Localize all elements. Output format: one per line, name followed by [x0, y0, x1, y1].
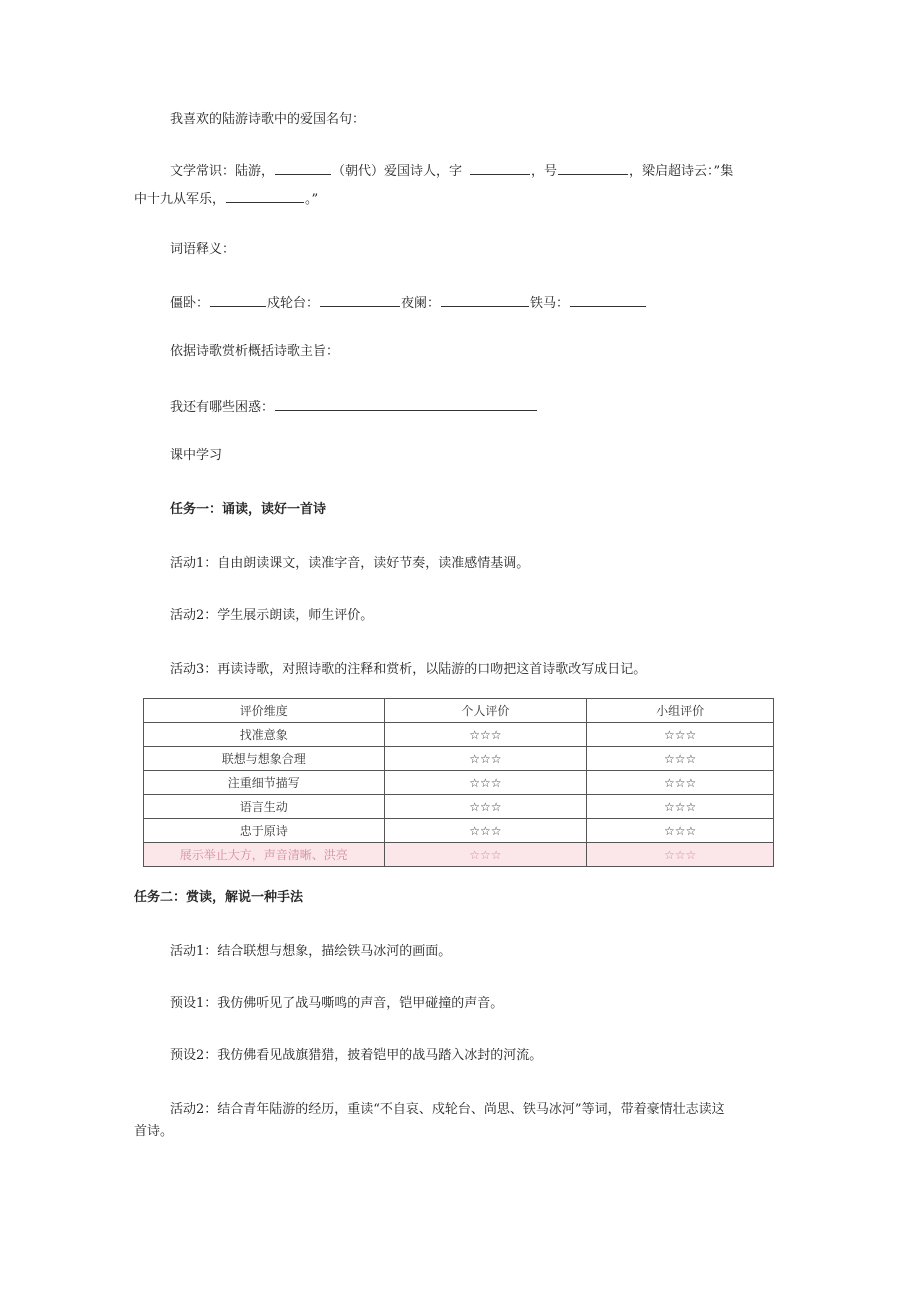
liang-text: ，梁启超诗云：”集: [629, 164, 734, 179]
class-study-heading: 课中学习: [170, 448, 223, 463]
task2-activity2-line2: 首诗。: [134, 1124, 174, 1139]
zi-blank: [470, 160, 530, 175]
vocab-line: [170, 292, 647, 314]
evaluation-table: [143, 698, 774, 867]
vocab-blank-3: [441, 292, 529, 307]
task1-activity1: 活动1：自由朗读课文，读准字音，读好节奏，读准感情基调。: [170, 556, 530, 571]
poem-quote-start: 中十九从军乐，: [134, 192, 226, 207]
vocab-word-1: 僵卧：: [170, 296, 210, 311]
dynasty-blank: [275, 160, 331, 175]
table-header-row: [144, 699, 774, 723]
group-rating-stars[interactable]: ☆☆☆: [587, 795, 774, 819]
header-group-eval: 小组评价: [587, 699, 774, 723]
vocab-blank-4: [570, 292, 646, 307]
table-row-highlighted: [144, 843, 774, 867]
task1-title: 任务一：诵读，读好一首诗: [170, 502, 327, 517]
vocab-word-3: 夜阑：: [401, 296, 441, 311]
row-dimension: 找准意象: [144, 723, 385, 747]
task2-preset1: 预设1：我仿佛听见了战马嘶鸣的声音，铠甲碰撞的声音。: [170, 996, 504, 1011]
self-rating-stars[interactable]: ☆☆☆: [384, 747, 587, 771]
table-row: [144, 747, 774, 771]
table-row: [144, 819, 774, 843]
confusion-blank: [275, 396, 537, 411]
row-dimension: 语言生动: [144, 795, 385, 819]
self-rating-stars[interactable]: ☆☆☆: [384, 819, 587, 843]
hao-blank: [558, 160, 628, 175]
row-dimension: 展示举止大方，声音清晰、洪亮: [144, 843, 385, 867]
literary-knowledge-line2: [134, 188, 318, 210]
confusion-prompt: 我还有哪些困惑：: [170, 400, 275, 415]
vocab-blank-1: [210, 292, 266, 307]
group-rating-stars[interactable]: ☆☆☆: [587, 771, 774, 795]
task2-preset2: 预设2：我仿佛看见战旗猎猎，披着铠甲的战马踏入冰封的河流。: [170, 1048, 543, 1063]
group-rating-stars[interactable]: ☆☆☆: [587, 843, 774, 867]
hao-text: ，号: [531, 164, 558, 179]
task2-activity2-line1: 活动2：结合青年陆游的经历，重读“不自哀、戍轮台、尚思、铁马冰河”等词，带着豪情壮志读这: [170, 1102, 725, 1117]
literary-knowledge-line1: [170, 160, 733, 182]
row-dimension: 联想与想象合理: [144, 747, 385, 771]
header-dimension: 评价维度: [144, 699, 385, 723]
dynasty-text: （朝代）爱国诗人，字: [332, 164, 463, 179]
confusion-line: [170, 396, 538, 418]
table-row: [144, 771, 774, 795]
self-rating-stars[interactable]: ☆☆☆: [384, 723, 587, 747]
vocab-title: 词语释义：: [170, 242, 236, 257]
self-rating-stars[interactable]: ☆☆☆: [384, 843, 587, 867]
theme-prompt: 依据诗歌赏析概括诗歌主旨：: [170, 344, 340, 359]
row-dimension: 注重细节描写: [144, 771, 385, 795]
self-rating-stars[interactable]: ☆☆☆: [384, 771, 587, 795]
table-row: [144, 795, 774, 819]
group-rating-stars[interactable]: ☆☆☆: [587, 723, 774, 747]
poem-quote-end: 。”: [305, 192, 319, 207]
favorite-line-prompt: 我喜欢的陆游诗歌中的爱国名句：: [170, 112, 366, 127]
quote-blank: [226, 188, 304, 203]
vocab-blank-2: [320, 292, 400, 307]
literary-knowledge-label: 文学常识：陆游，: [170, 164, 275, 179]
group-rating-stars[interactable]: ☆☆☆: [587, 819, 774, 843]
task1-activity2: 活动2：学生展示朗读，师生评价。: [170, 608, 374, 623]
task2-title: 任务二：赏读，解说一种手法: [134, 890, 304, 905]
task2-activity1: 活动1：结合联想与想象，描绘铁马冰河的画面。: [170, 944, 452, 959]
vocab-word-2: 戍轮台：: [267, 296, 320, 311]
group-rating-stars[interactable]: ☆☆☆: [587, 747, 774, 771]
task1-activity3: 活动3：再读诗歌，对照诗歌的注释和赏析，以陆游的口吻把这首诗歌改写成日记。: [170, 662, 647, 677]
self-rating-stars[interactable]: ☆☆☆: [384, 795, 587, 819]
row-dimension: 忠于原诗: [144, 819, 385, 843]
vocab-word-4: 铁马：: [530, 296, 570, 311]
header-self-eval: 个人评价: [384, 699, 587, 723]
table-row: [144, 723, 774, 747]
